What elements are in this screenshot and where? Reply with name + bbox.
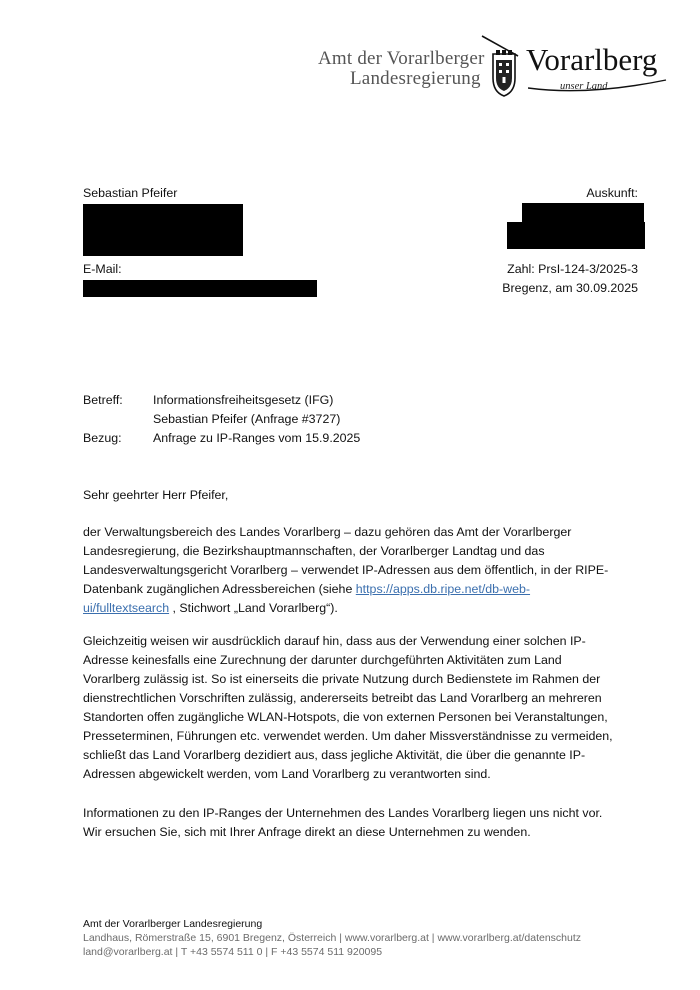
betreff-label: Betreff: [83,393,123,407]
redacted-address [83,204,243,256]
p2-line: Adresse keinesfalls eine Zurechnung der darunter durchgeführten Aktivitäten zum Land [83,653,562,667]
paragraph-3 [83,804,643,842]
auskunft-label: Auskunft: [586,186,638,200]
betreff-line1: Informationsfreiheitsgesetz (IFG) [153,393,334,407]
brand-name: Vorarlberg [526,42,658,77]
betreff-line2: Sebastian Pfeifer (Anfrage #3727) [153,412,341,426]
redacted-contact-details [507,222,645,249]
email-label: E-Mail: [83,262,122,276]
redacted-email [83,280,317,297]
brand-tagline: unser Land [560,81,608,92]
bezug-label: Bezug: [83,431,122,445]
paragraph-2 [83,632,643,784]
p2-line: Gleichzeitig weisen wir ausdrücklich darauf hin, dass aus der Verwendung einer solchen IP- [83,634,586,648]
ripe-link-part2[interactable]: ui/fulltextsearch [83,601,170,615]
p2-line: Standorten offen zugängliche WLAN-Hotspots, die von externen Personen bei Veranstaltungen, [83,710,608,724]
p3-line: Wir ersuchen Sie, sich mit Ihrer Anfrage direkt an diese Unternehmen zu wenden. [83,825,531,839]
ripe-link-part1[interactable]: https://apps.db.ripe.net/db-web- [355,582,531,596]
org-name-line2: Landesregierung [350,68,481,89]
salutation: Sehr geehrter Herr Pfeifer, [83,488,229,502]
p1-line: Landesregierung, die Bezirkshauptmannschaften, der Vorarlberger Landtag und das [83,544,545,558]
p2-line: Adressen abgewickelt werden, vom Land Vorarlberg zu verantworten sind. [83,767,491,781]
recipient-name: Sebastian Pfeifer [83,186,178,200]
p2-line: Vorarlberg zulässig ist. So ist einerseits die private Nutzung durch Bedienstete im Rahmen der [83,672,601,686]
org-name-line1: Amt der Vorarlberger [318,48,485,69]
footer-title: Amt der Vorarlberger Landesregierung [83,918,263,930]
p2-line: dienstrechtlichen Vorschriften zulässig, andererseits betreibt das Land Vorarlberg an mehreren [83,691,602,705]
p1-text: Datenbank zugänglichen Adressbereichen (siehe [83,582,356,596]
footer-address: Landhaus, Römerstraße 15, 6901 Bregenz, Österreich | www.vorarlberg.at | www.vorarlberg.at/datenschutz [83,932,582,944]
p2-line: Presseterminen, Führungen etc. verwendet werden. Um daher Missverständnisse zu vermeiden, [83,729,613,743]
redacted-contact-name [522,203,644,223]
bezug-text: Anfrage zu IP-Ranges vom 15.9.2025 [153,431,361,445]
p1-line [83,580,643,599]
reference-number: Zahl: PrsI-124-3/2025-3 [507,262,638,276]
footer-contact: land@vorarlberg.at | T +43 5574 511 0 | F +43 5574 511 920095 [83,946,383,958]
p1-line [83,599,643,618]
p1-text: , Stichwort „Land Vorarlberg“). [169,601,338,615]
p2-line: schließt das Land Vorarlberg dezidiert aus, dass jegliche Aktivität, die über die genannte IP- [83,748,586,762]
p1-line: Landesverwaltungsgericht Vorarlberg – verwendet IP-Adressen aus dem öffentlich, in der RIPE- [83,563,609,577]
coat-of-arms-icon [478,34,524,100]
letter-date: Bregenz, am 30.09.2025 [502,281,638,295]
p1-line: der Verwaltungsbereich des Landes Vorarlberg – dazu gehören das Amt der Vorarlberger [83,525,572,539]
p3-line: Informationen zu den IP-Ranges der Unternehmen des Landes Vorarlberg liegen uns nicht vor. [83,806,603,820]
paragraph-1 [83,523,643,618]
